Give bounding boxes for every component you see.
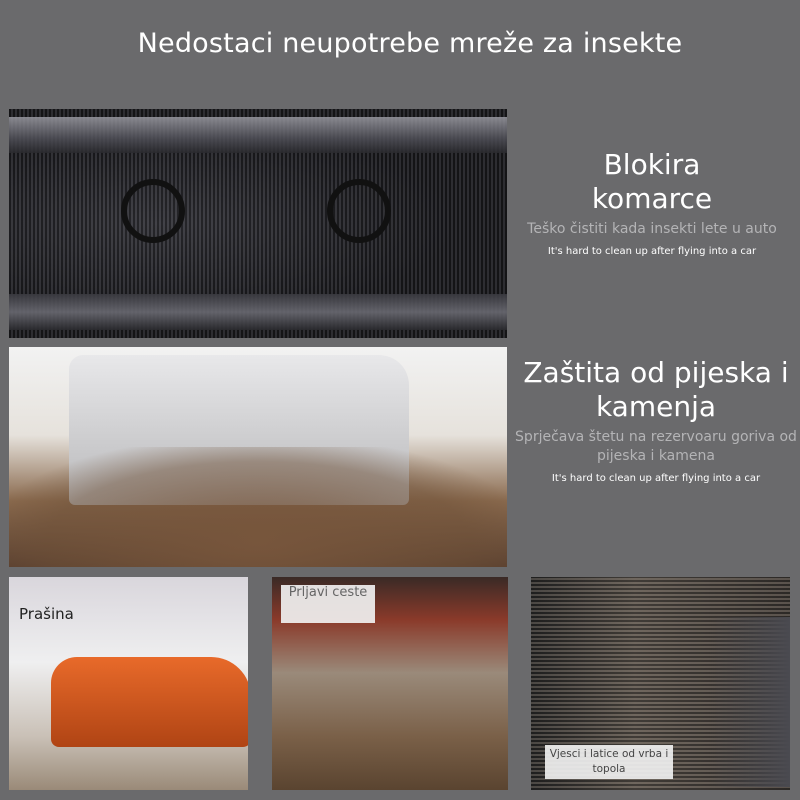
section-heading xyxy=(512,148,792,216)
section-sand-stone xyxy=(512,356,800,486)
radiator-closeup-photo xyxy=(531,577,790,790)
radiator-support-bar xyxy=(9,117,507,153)
bumper-bar xyxy=(9,294,507,330)
page-title: Nedostaci neupotrebe mreže za insekte xyxy=(137,28,683,59)
dust-cloud xyxy=(9,447,507,567)
tile-label-dirty-roads: Prljavi ceste xyxy=(281,585,375,623)
orange-suv xyxy=(51,657,248,747)
section-english-caption: It's hard to clean up after flying into a car xyxy=(547,246,757,257)
heading-line-2: komarce xyxy=(591,182,713,215)
heading-line-2: kamenja xyxy=(595,390,717,423)
tile-label-willow-poplar: Vjesci i latice od vrba i topola xyxy=(545,745,673,779)
offroad-car-dust-photo xyxy=(9,347,507,567)
section-english-caption: It's hard to clean up after flying into a car xyxy=(551,473,761,484)
tile-label-dust: Prašina xyxy=(19,605,74,623)
section-subtitle: Teško čistiti kada insekti lete u auto xyxy=(527,221,777,237)
shadow-overlay xyxy=(710,617,790,787)
radiator-with-bugs-photo xyxy=(9,109,507,338)
heading-line-1: Zaštita od pijeska i xyxy=(523,356,789,389)
section-subtitle: Sprječava štetu na rezervoaru goriva od pijeska i kamena xyxy=(515,429,797,464)
section-heading xyxy=(512,356,800,424)
section-mosquito xyxy=(512,148,792,259)
heading-line-1: Blokira xyxy=(603,148,701,181)
horn-left xyxy=(121,179,185,243)
horn-right xyxy=(327,179,391,243)
orange-suv-dust-photo xyxy=(9,577,248,790)
muddy-truck-photo xyxy=(272,577,508,790)
